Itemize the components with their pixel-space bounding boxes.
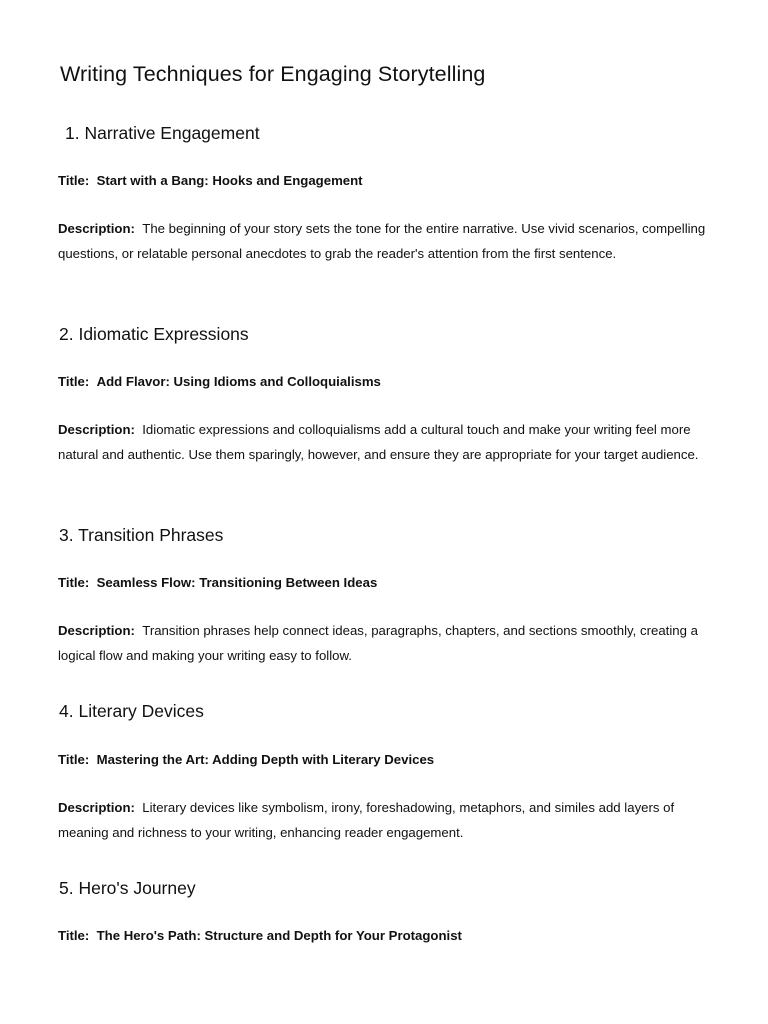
title-label: Title: bbox=[58, 928, 90, 943]
section-heading: 4. Literary Devices bbox=[59, 701, 204, 721]
description-label: Description: bbox=[58, 221, 135, 236]
section-title bbox=[58, 928, 462, 943]
section-title-text: Mastering the Art: Adding Depth with Literary Devices bbox=[96, 752, 435, 767]
section-description bbox=[58, 619, 718, 668]
section-heading: 5. Hero's Journey bbox=[59, 878, 196, 898]
title-label: Title: bbox=[58, 173, 90, 188]
title-label: Title: bbox=[58, 374, 90, 389]
section-heading: 3. Transition Phrases bbox=[59, 525, 224, 545]
section-heading: 2. Idiomatic Expressions bbox=[59, 324, 249, 344]
section-heading: 1. Narrative Engagement bbox=[65, 123, 260, 143]
description-label: Description: bbox=[58, 623, 135, 638]
section-title bbox=[58, 752, 434, 767]
section-title-text: Seamless Flow: Transitioning Between Ideas bbox=[96, 575, 378, 590]
description-label: Description: bbox=[58, 422, 135, 437]
section-description-text: Literary devices like symbolism, irony, foreshadowing, metaphors, and similes add layers of meaning and richness to your writing, enhancing reader engagement. bbox=[58, 800, 675, 840]
description-label: Description: bbox=[58, 800, 135, 815]
section-description-text: The beginning of your story sets the tone for the entire narrative. Use vivid scenarios, compelling questions, or relatable personal anecdotes to grab the reader's attention from the first sentence. bbox=[58, 221, 706, 261]
document-title: Writing Techniques for Engaging Storytelling bbox=[60, 62, 486, 86]
section-title-text: Start with a Bang: Hooks and Engagement bbox=[96, 173, 363, 188]
section-description bbox=[58, 217, 718, 266]
section-title bbox=[58, 374, 381, 389]
section-title-text: Add Flavor: Using Idioms and Colloquialisms bbox=[96, 374, 381, 389]
title-label: Title: bbox=[58, 752, 90, 767]
section-description bbox=[58, 796, 718, 845]
section-title bbox=[58, 173, 363, 188]
title-label: Title: bbox=[58, 575, 90, 590]
section-title bbox=[58, 575, 377, 590]
section-description-text: Idiomatic expressions and colloquialisms add a cultural touch and make your writing feel more natural and authentic. Use them sparingly, however, and ensure they are appropriate for your target audience. bbox=[58, 422, 699, 462]
section-description bbox=[58, 418, 718, 467]
section-title-text: The Hero's Path: Structure and Depth for Your Protagonist bbox=[96, 928, 462, 943]
section-description-text: Transition phrases help connect ideas, paragraphs, chapters, and sections smoothly, creating a logical flow and making your writing easy to follow. bbox=[58, 623, 698, 663]
